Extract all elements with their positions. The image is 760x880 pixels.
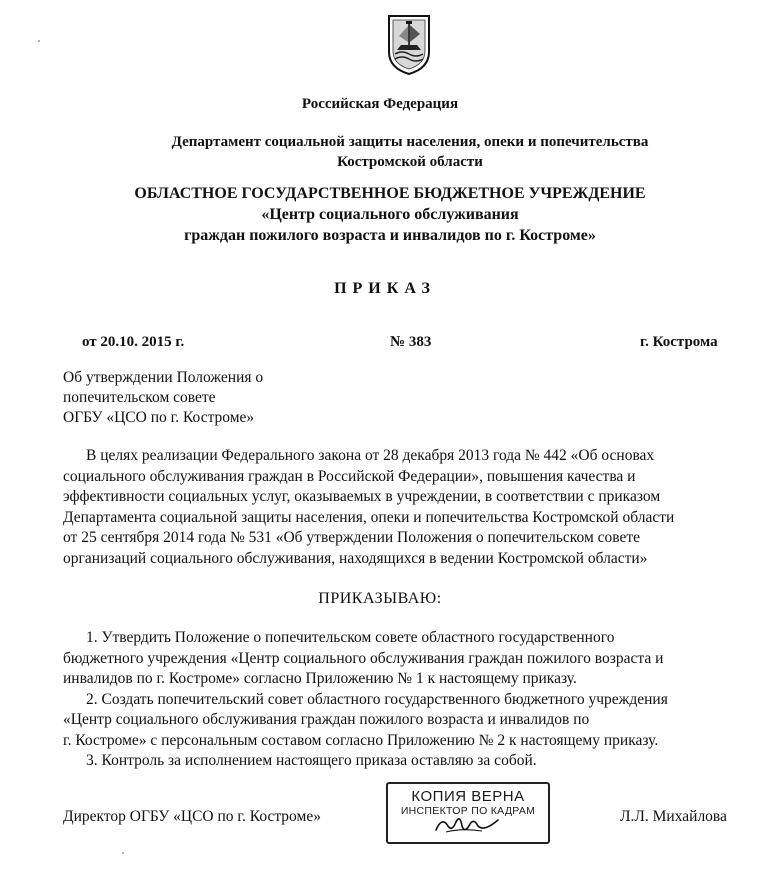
certified-copy-stamp <box>386 782 550 844</box>
institution-line: «Центр социального обслуживания <box>261 206 519 223</box>
scan-speck <box>38 40 40 42</box>
order-directive: ПРИКАЗЫВАЮ: <box>318 590 442 607</box>
subject-line: попечительском совете <box>63 389 216 406</box>
subject-line: Об утверждении Положения о <box>63 369 264 386</box>
department-line: Костромской области <box>337 154 483 170</box>
order-items <box>63 628 753 772</box>
preamble-line: социального обслуживания граждан в Российской Федерации», повышения качества и <box>63 467 636 485</box>
item-line: бюджетного учреждения «Центр социального обслуживания граждан пожилого возраста и <box>63 649 664 667</box>
coat-of-arms-icon <box>385 12 433 76</box>
preamble-line: организаций социального обслуживания, находящихся в ведении Костромской области» <box>63 549 648 567</box>
item-line: «Центр социального обслуживания граждан пожилого возраста и инвалидов по <box>63 711 590 728</box>
item-line: г. Костроме» с персональным составом согласно Приложению № 2 к настоящему приказу. <box>63 731 659 749</box>
preamble-line: В целях реализации Федерального закона от 28 декабря 2013 года № 442 «Об основах <box>86 447 655 464</box>
document-type-title: ПРИКАЗ <box>334 280 436 297</box>
federation-heading: Российская Федерация <box>301 96 459 112</box>
item-line: 1. Утвердить Положение о попечительском совете областного государственного <box>86 629 615 646</box>
preamble-line: Департамента социальной защиты населения, опеки и попечительства Костромской области <box>63 508 675 526</box>
order-date: от 20.10. 2015 г. <box>82 334 185 350</box>
stamp-title: КОПИЯ ВЕРНА <box>411 788 525 805</box>
item-line: инвалидов по г. Костроме» согласно Приложению № 1 к настоящему приказу. <box>63 670 577 687</box>
subject-line: ОГБУ «ЦСО по г. Костроме» <box>63 409 255 426</box>
scan-speck <box>122 852 124 854</box>
item-line: 3. Контроль за исполнением настоящего приказа оставляю за собой. <box>86 752 537 769</box>
signatory-role: Директор ОГБУ «ЦСО по г. Костроме» <box>63 808 321 825</box>
signatory-name: Л.Л. Михайлова <box>620 808 727 825</box>
preamble-paragraph <box>63 446 753 569</box>
institution-heading <box>10 183 760 246</box>
item-line: 2. Создать попечительский совет областного государственного бюджетного учреждения <box>86 690 668 708</box>
signature-scribble-icon <box>432 812 502 836</box>
preamble-line: эффективности социальных услуг, оказываемых в учреждении, в соответствии с приказом <box>63 488 661 505</box>
preamble-line: от 25 сентября 2014 года № 531 «Об утверждении Положения о попечительском совете <box>63 529 641 546</box>
order-number: № 383 <box>390 334 432 350</box>
stamp-role: ИНСПЕКТОР ПО КАДРАМ <box>400 805 536 817</box>
institution-line: ОБЛАСТНОЕ ГОСУДАРСТВЕННОЕ БЮДЖЕТНОЕ УЧРЕЖДЕНИЕ <box>134 185 646 202</box>
department-heading <box>30 132 760 172</box>
order-subject <box>63 368 363 428</box>
institution-line: граждан пожилого возраста и инвалидов по г. Костроме» <box>184 227 596 244</box>
department-line: Департамент социальной защиты населения, опеки и попечительства <box>171 134 649 150</box>
order-city: г. Кострома <box>640 334 718 350</box>
